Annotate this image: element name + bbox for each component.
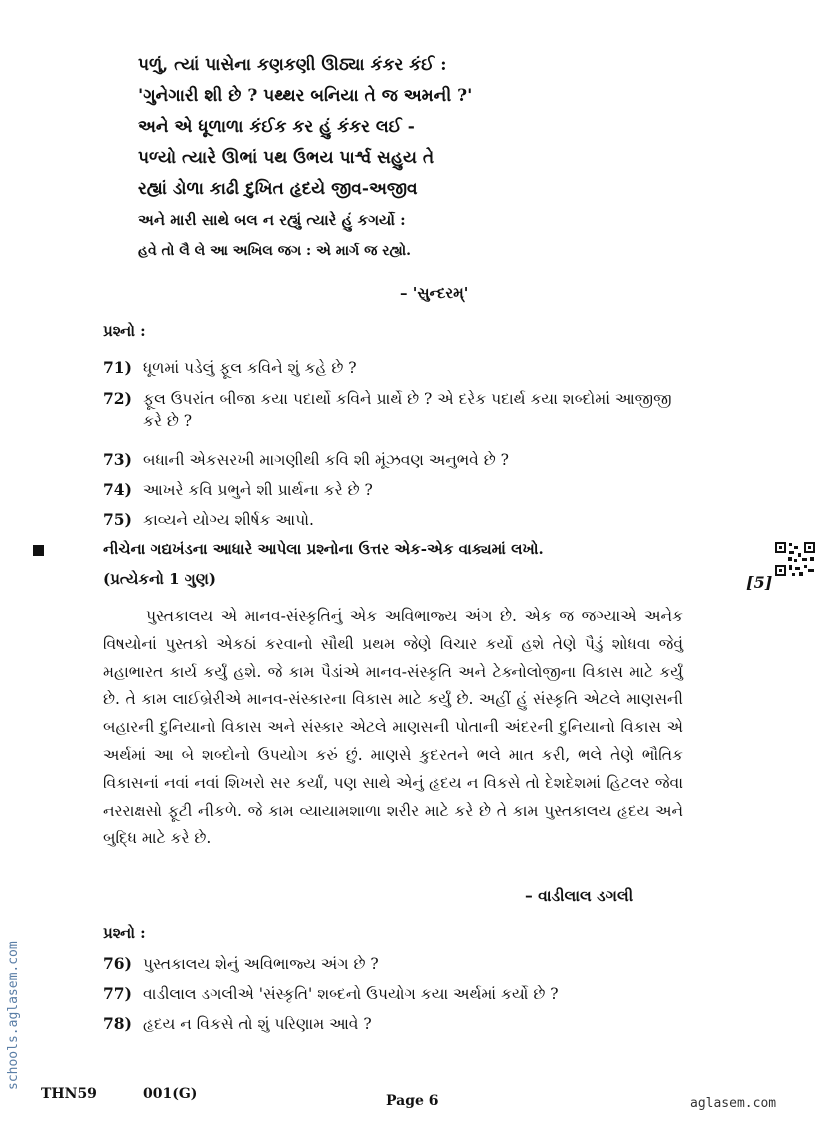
question-number: 76)	[103, 954, 132, 973]
questions-label: પ્રશ્નો :	[103, 924, 146, 942]
question-text: વાડીલાલ ડગલીએ 'સંસ્કૃતિ' શબ્દનો ઉપયોગ કયા અર્થમાં કર્યો છે ?	[143, 985, 559, 1003]
question-item	[103, 388, 683, 432]
question-item	[103, 509, 683, 531]
question-number: 78)	[103, 1014, 132, 1033]
footer-code: THN59	[41, 1086, 97, 1102]
poem-block	[138, 50, 538, 302]
question-text: પુસ્તકાલય શેનું અવિભાજ્ય અંગ છે ?	[143, 955, 379, 973]
poem-line: અને એ ધૂળાળા કંઈક કર હું કંકર લઈ -	[138, 117, 415, 137]
question-text: બધાની એકસરખી માગણીથી કવિ શી મૂંઝવણ અનુભવે છે ?	[143, 451, 509, 469]
poem-line: અને મારી સાથે બલ ન રહ્યું ત્યારે હું કગર્યો :	[138, 211, 406, 229]
poem-attribution: – 'સુન્દરમ્'	[400, 284, 469, 302]
question-number: 75)	[103, 510, 132, 529]
passage-text: પુસ્તકાલય એ માનવ-સંસ્કૃતિનું એક અવિભાજ્ય અંગ છે. એક જ જગ્યાએ અનેક વિષયોનાં પુસ્તકો એકઠાં કરવાનો સૌથી પ્રથમ જેણે વિચાર કર્યો હશે તેણે પૈડું શોધવા જેવું મહાભારત કાર્ય કર્યું હશે. જે કામ પૈડાંએ માનવ-સંસ્કૃતિ અને ટેક્નોલોજીના વિકાસ માટે કર્યું છે. તે કામ લાઈબ્રેરીએ માનવ-સંસ્કારના વિકાસ માટે કર્યું છે. અહીં હું સંસ્કૃતિ એટલે માણસની બહારની દુનિયાનો વિકાસ અને સંસ્કાર એટલે માણસની પોતાની અંદરની દુનિયાનો વિકાસ એ અર્થમાં આ બે શબ્દોનો ઉપયોગ કરું છું. માણસે કુદરતને ભલે માત કરી, ભલે તેણે ભૌતિક વિકાસનાં નવાં નવાં શિખરો સર કર્યાં, પણ સાથે એનું હૃદય ન વિકસે તો દેશદેશમાં હિટલર જેવા નરરાક્ષસો ફૂટી નીકળે. જે કામ વ્યાયામશાળા શરીર માટે કરે છે તે કામ પુસ્તકાલય હૃદય અને બુદ્ધિ માટે કરે છે.	[103, 607, 683, 848]
questions-label: પ્રશ્નો :	[103, 322, 146, 340]
question-number: 73)	[103, 450, 132, 469]
question-item	[103, 479, 683, 501]
poem-line: પળું, ત્યાં પાસેના કણકણી ઊઠ્યા કંકર કંઈ :	[138, 55, 447, 75]
question-number: 74)	[103, 480, 132, 499]
question-item	[103, 1013, 683, 1035]
question-item	[103, 983, 683, 1005]
section-total-marks: [5]	[746, 573, 773, 592]
question-text: કાવ્યને યોગ્ય શીર્ષક આપો.	[143, 511, 314, 529]
question-number: 77)	[103, 984, 132, 1003]
corner-watermark: aglasem.com	[690, 1096, 777, 1111]
poem-line: પળ્યો ત્યારે ઊભાં પથ ઉભય પાર્શ્વ સહુય તે	[138, 148, 435, 168]
question-item	[103, 449, 683, 471]
section-instruction: નીચેના ગદ્યખંડના આધારે આપેલા પ્રશ્નોના ઉત્તર એક-એક વાક્યમાં લખો.	[103, 540, 544, 558]
poem-line: રહ્યાં ડોળા કાઢી દુખિત હૃદયે જીવ-અજીવ	[138, 179, 418, 199]
question-item	[103, 953, 683, 975]
bullet-square-icon	[33, 545, 44, 556]
question-number: 72)	[103, 389, 132, 408]
poem-line: 'ગુનેગારી શી છે ? પથ્થર બનિયા તે જ અમની ?'	[138, 86, 473, 106]
question-text: ફૂલ ઉપરાંત બીજા કયા પદાર્થો કવિને પ્રાર્થે છે ? એ દરેક પદાર્થ કયા શબ્દોમાં આજીજી કરે છે ?	[143, 390, 672, 430]
poem-line: હવે તો લૈ લે આ અખિલ જગ : એ માર્ગ જ રહ્યો.	[138, 243, 412, 259]
section-marks-note: (પ્રત્યેકનો 1 ગુણ)	[103, 570, 216, 588]
question-item	[103, 357, 683, 379]
footer-page-number: Page 6	[386, 1093, 439, 1109]
qr-code-icon	[774, 541, 816, 577]
question-number: 71)	[103, 358, 132, 377]
footer-paper: 001(G)	[143, 1086, 198, 1102]
question-text: હૃદય ન વિકસે તો શું પરિણામ આવે ?	[143, 1015, 372, 1033]
side-watermark: schools.aglasem.com	[6, 941, 21, 1090]
question-text: ધૂળમાં પડેલું ફૂલ કવિને શું કહે છે ?	[143, 359, 357, 377]
question-text: આખરે કવિ પ્રભુને શી પ્રાર્થના કરે છે ?	[143, 481, 373, 499]
passage-author: – વાડીલાલ ડગલી	[525, 886, 634, 905]
